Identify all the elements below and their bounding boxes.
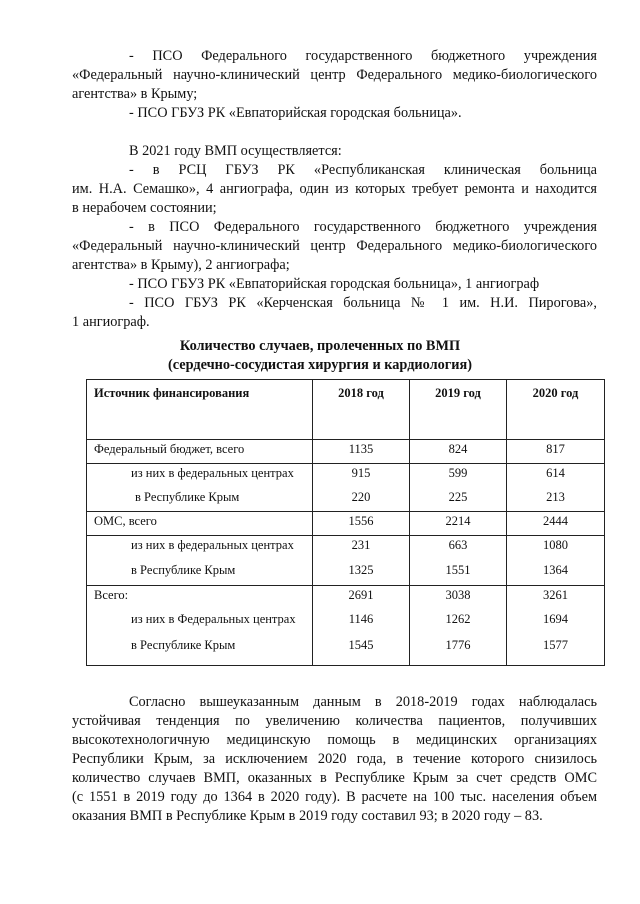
text-line: оказания ВМП в Республике Крым в 2019 году составил 93; в 2020 году – 83. xyxy=(72,808,543,824)
table-subtitle: (сердечно-сосудистая хирургия и кардиология) xyxy=(167,357,473,373)
row-label: из них в Федеральных центрах xyxy=(131,612,296,626)
row-label: Федеральный бюджет, всего xyxy=(94,442,245,456)
table-row xyxy=(87,440,605,464)
text-line: Согласно вышеуказанным данным в 2018-2019 годах наблюдалась xyxy=(129,694,597,710)
row-value: 213 xyxy=(546,490,565,504)
row-value: 1262 xyxy=(445,612,471,626)
text-line: агентства» в Крыму; xyxy=(72,86,198,102)
table-row xyxy=(87,512,605,536)
text-line: агентства» в Крыму), 2 ангиографа; xyxy=(72,257,290,273)
text-line: - ПСО ГБУЗ РК «Евпаторийская городская больница», 1 ангиограф xyxy=(129,276,540,292)
table-row xyxy=(87,464,605,512)
text-line: Республики Крым, за исключением 2020 года, в течение которого снизилось xyxy=(72,751,597,767)
row-label: Всего: xyxy=(94,588,129,602)
text-line: - в РСЦ ГБУЗ РК «Республиканская клиническая больница xyxy=(129,162,597,178)
text-line: устойчивая тенденция по увеличению количества пациентов, получивших xyxy=(72,713,597,729)
table-header-row xyxy=(87,380,605,440)
row-value: 1577 xyxy=(543,638,568,652)
row-label: ОМС, всего xyxy=(94,514,157,528)
table-row xyxy=(87,586,605,666)
row-label: из них в федеральных центрах xyxy=(131,538,294,552)
text-line: - в ПСО Федерального государственного бюджетного учреждения xyxy=(129,219,597,235)
text-line: «Федеральный научно-клинический центр Федерального медико-биологического xyxy=(72,67,597,83)
text-line: им. Н.А. Семашко», 4 ангиографа, один из которых требует ремонта и находится xyxy=(72,181,597,197)
row-value: 3038 xyxy=(445,588,471,602)
row-value: 1694 xyxy=(543,612,568,626)
row-label: из них в федеральных центрах xyxy=(131,466,294,480)
row-value: 915 xyxy=(351,466,371,480)
row-label: в Республике Крым xyxy=(135,490,240,504)
row-value: 3261 xyxy=(543,588,568,602)
row-value: 2214 xyxy=(445,514,471,528)
row-value: 1556 xyxy=(348,514,374,528)
row-value: 2444 xyxy=(543,514,568,528)
text-line: в нерабочем состоянии; xyxy=(72,200,217,216)
section-intro: В 2021 году ВМП осуществляется: xyxy=(129,143,342,159)
row-value: 231 xyxy=(351,538,371,552)
text-line: количество случаев ВМП, оказанных в Республике Крым за счет средств ОМС xyxy=(72,770,597,786)
text-line: - ПСО Федерального государственного бюджетного учреждения xyxy=(129,48,597,64)
row-label: в Республике Крым xyxy=(131,563,236,577)
row-value: 1146 xyxy=(348,612,374,626)
row-label: в Республике Крым xyxy=(131,638,236,652)
row-value: 2691 xyxy=(348,588,374,602)
text-line: 1 ангиограф. xyxy=(72,314,150,330)
table-row xyxy=(87,536,605,586)
header-cell: 2019 год xyxy=(410,380,507,440)
row-value: 1325 xyxy=(348,563,374,577)
row-value: 824 xyxy=(448,442,468,456)
text-line: - ПСО ГБУЗ РК «Евпаторийская городская больница». xyxy=(129,105,462,121)
header-cell: 2018 год xyxy=(313,380,410,440)
row-value: 614 xyxy=(546,466,565,480)
text-line: высокотехнологичную медицинскую помощь в медицинских организациях xyxy=(72,732,597,748)
row-value: 1080 xyxy=(543,538,568,552)
row-value: 1776 xyxy=(445,638,471,652)
row-value: 1364 xyxy=(543,563,568,577)
header-cell: Источник финансирования xyxy=(87,380,313,440)
row-value: 1135 xyxy=(348,442,374,456)
header-cell: 2020 год xyxy=(507,380,605,440)
row-value: 1551 xyxy=(445,563,471,577)
row-value: 1545 xyxy=(348,638,374,652)
text-line: - ПСО ГБУЗ РК «Керченская больница № 1 им. Н.И. Пирогова», xyxy=(129,295,597,311)
row-value: 225 xyxy=(448,490,468,504)
table-title: Количество случаев, пролеченных по ВМП xyxy=(179,338,461,354)
row-value: 663 xyxy=(448,538,468,552)
row-value: 220 xyxy=(351,490,371,504)
row-value: 817 xyxy=(546,442,565,456)
vmp-cases-table xyxy=(86,379,605,666)
text-line: (с 1551 в 2019 году до 1364 в 2020 году). В расчете на 100 тыс. населения объем xyxy=(72,789,597,805)
row-value: 599 xyxy=(448,466,468,480)
text-line: «Федеральный научно-клинический центр Федерального медико-биологического xyxy=(72,238,597,254)
